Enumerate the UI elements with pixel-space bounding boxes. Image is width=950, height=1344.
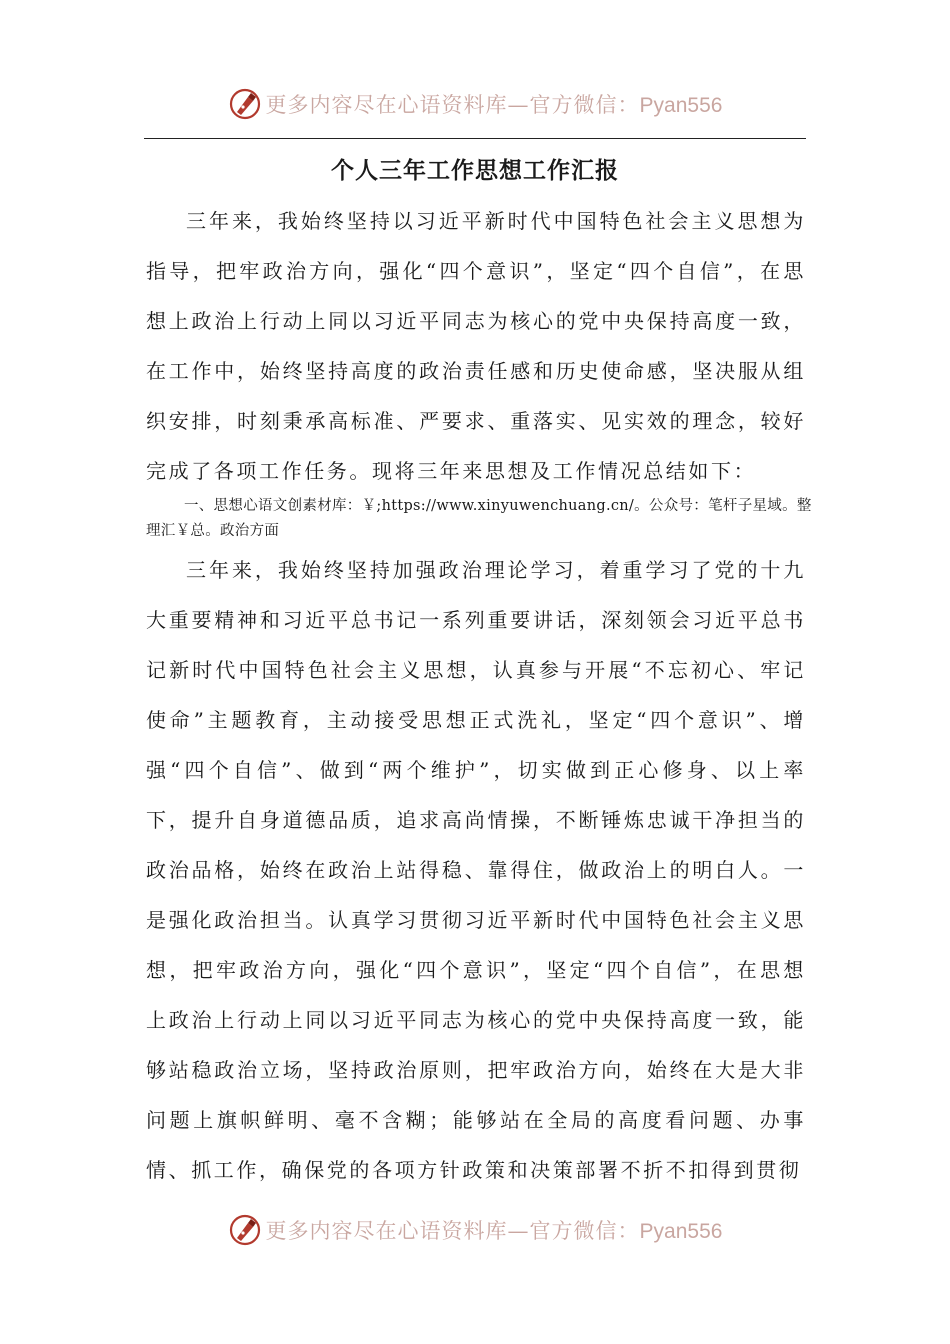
document-title: 个人三年工作思想工作汇报: [331, 158, 619, 184]
pen-nib-logo-icon: [228, 1213, 262, 1247]
paragraph-intro: 三年来，我始终坚持以习近平新时代中国特色社会主义思想为指导，把牢政治方向，强化“四个意识”，坚定“四个自信”，在思想上政治上行动上同以习近平同志为核心的党中央保持高度一致，在工作中，始终坚持高度的政治责任感和历史使命感，坚决服从组织安排，时刻秉承高标准、严要求、重落实、见实效的理念，较好完成了各项工作任务。现将三年来思想及工作情况总结如下：: [146, 209, 806, 483]
header-rule: [144, 138, 806, 139]
pen-nib-logo-icon: [228, 87, 262, 121]
watermark-text: 更多内容尽在心语资料库—官方微信：Pyan556: [265, 1219, 723, 1243]
watermark-banner-top: [0, 82, 950, 126]
paragraph-body: 三年来，我始终坚持加强政治理论学习，着重学习了党的十九大重要精神和习近平总书记一系列重要讲话，深刻领会习近平总书记新时代中国特色社会主义思想，认真参与开展“不忘初心、牢记使命”主题教育，主动接受思想正式洗礼，坚定“四个意识”、增强“四个自信”、做到“两个维护”，切实做到正心修身、以上率下，提升自身道德品质，追求高尚情操，不断锤炼忠诚干净担当的政治品格，始终在政治上站得稳、靠得住，做政治上的明白人。一是强化政治担当。认真学习贯彻习近平新时代中国特色社会主义思想，把牢政治方向，强化“四个意识”，坚定“四个自信”，在思想上政治上行动上同以习近平同志为核心的党中央保持高度一致，能够站稳政治立场，坚持政治原则，把牢政治方向，始终在大是大非问题上旗帜鲜明、毫不含糊；能够站在全局的高度看问题、办事情、抓工作，确保党的各项方针政策和决策部署不折不扣得到贯彻: [146, 558, 806, 1182]
section-heading-note: 一、思想心语文创素材库：￥;https://www.xinyuwenchuang.cn/。公众号：笔杆子星域。整理汇￥总。政治方面: [146, 498, 812, 539]
watermark-text: 更多内容尽在心语资料库—官方微信：Pyan556: [265, 93, 723, 117]
watermark-banner-bottom: [0, 1208, 950, 1252]
